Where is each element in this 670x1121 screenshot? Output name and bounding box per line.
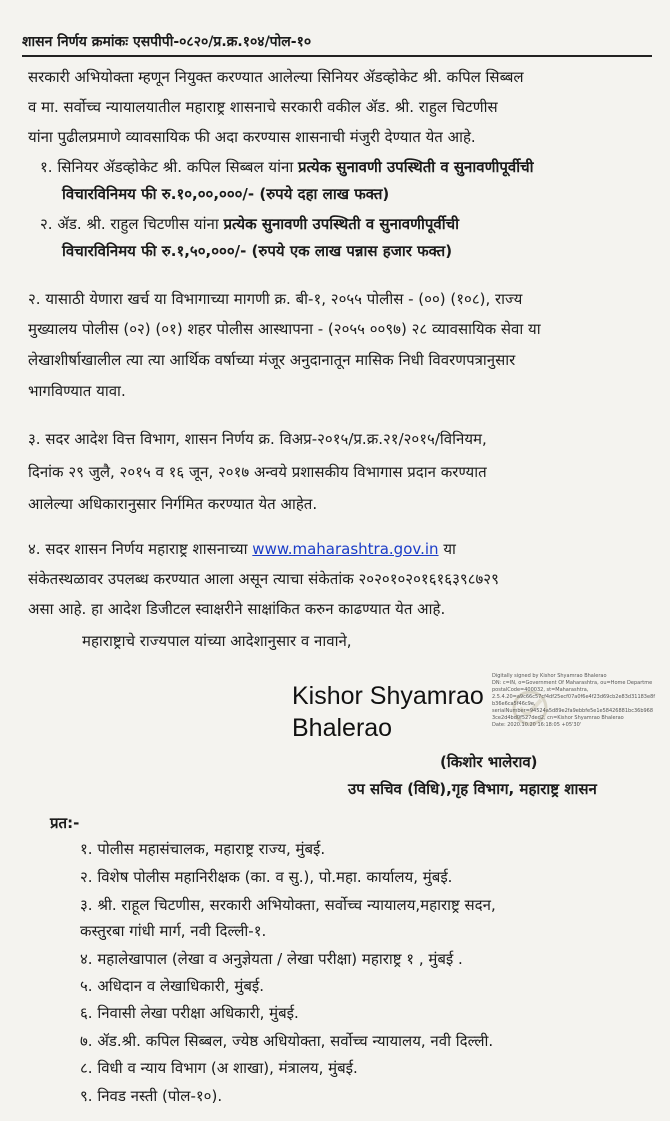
digital-line: b36e6ca5f46c9e, (492, 701, 536, 707)
para4-line-2: संकेतस्थळावर उपलब्ध करण्यात आला असून त्याचा संकेतांक २०२०१०२०१६१६३९८७२९ (28, 570, 499, 588)
para3-line-3: आलेल्या अधिकारानुसार निर्गमित करण्यात येत आहेत. (28, 495, 318, 513)
digital-line: Date: 2020.10.20 16:18:05 +05'30' (492, 722, 582, 728)
fee-item-1-plain: १. सिनियर ॲडव्होकेट श्री. कपिल सिब्बल यांना (40, 158, 298, 176)
para2-line-4: भागविण्यात यावा. (28, 382, 126, 400)
signatory-designation: उप सचिव (विधि),गृह विभाग, महाराष्ट्र शासन (348, 780, 597, 798)
fee-item-2-line-2: विचारविनिमय फी रु.१,५०,०००/- (रुपये एक लाख पन्नास हजार फक्त) (62, 242, 453, 260)
fee-item-2-bold: प्रत्येक सुनावणी उपस्थिती व सुनावणीपूर्वीची (223, 215, 460, 233)
copy-list-item: ९. निवड नस्ती (पोल-१०). (80, 1087, 223, 1105)
order-number-header: शासन निर्णय क्रमांकः एसपीपी-०८२०/प्र.क्र.१०४/पोल-१० (22, 34, 312, 50)
digital-line: postalCode=400032, st=Maharashtra, (492, 687, 589, 693)
digital-line: DN: c=IN, o=Government Of Maharashtra, ou=Home Departme (492, 680, 653, 686)
para2-line-3: लेखाशीर्षाखालील त्या त्या आर्थिक वर्षाच्या मंजूर अनुदानातून मासिक निधी विवरणपत्रानुसार (28, 351, 516, 369)
para2-line-1: २. यासाठी येणारा खर्च या विभागाच्या मागणी क्र. बी-१, २०५५ पोलीस - (००) (१०८), राज्य (28, 290, 523, 308)
intro-line-1: सरकारी अभियोक्ता म्हणून नियुक्त करण्यात आलेल्या सिनियर ॲडव्होकेट श्री. कपिल सिब्बल (28, 68, 524, 86)
para4-line-3: असा आहे. हा आदेश डिजीटल स्वाक्षरीने साक्षांकित करुन काढण्यात येत आहे. (28, 600, 446, 618)
copy-list-item: ७. ॲड.श्री. कपिल सिब्बल, ज्येष्ठ अधियोक्ता, सर्वोच्च न्यायालय, नवी दिल्ली. (80, 1032, 494, 1050)
intro-line-3: यांना पुढीलप्रमाणे व्यावसायिक फी अदा करण्यास शासनाची मंजुरी देण्यात येत आहे. (28, 128, 476, 146)
copy-list-item: ३. श्री. राहूल चिटणीस, सरकारी अभियोक्ता, सर्वोच्च न्यायालय,महाराष्ट्र सदन, (80, 896, 496, 914)
fee-item-1-line-2: विचारविनिमय फी रु.१०,००,०००/- (रुपये दहा लाख फक्त) (62, 185, 390, 203)
digital-line: 3ce2d4bd0f527ded2, cn=Kishor Shyamrao Bhalerao (492, 715, 624, 721)
intro-line-2: व मा. सर्वोच्च न्यायालयातील महाराष्ट्र शासनाचे सरकारी वकील ॲड. श्री. राहुल चिटणीस (28, 98, 498, 116)
para4-line-1 (28, 538, 456, 560)
fee-item-1-line-1 (40, 156, 534, 178)
copy-list-item: ५. अधिदान व लेखाधिकारी, मुंबई. (80, 977, 265, 995)
signature-name (292, 680, 484, 744)
signature-name-line-1: Kishor Shyamrao (292, 682, 484, 710)
copy-list-item: ४. महालेखापाल (लेखा व अनुज्ञेयता / लेखा परीक्षा) महाराष्ट्र १ , मुंबई . (80, 950, 463, 968)
website-link[interactable]: www.maharashtra.gov.in (252, 540, 439, 558)
header-divider (22, 55, 652, 57)
signatory-marathi-name: (किशोर भालेराव) (440, 753, 538, 771)
fee-item-1-bold: प्रत्येक सुनावणी उपस्थिती व सुनावणीपूर्वीची (297, 158, 534, 176)
digital-line: 2.5.4.20=a9c66c57cf4df25ecf07a0f6e4f23d69cb2e83d31183e8f (492, 694, 656, 700)
para4-line-1-post: या (438, 540, 456, 558)
para2-line-2: मुख्यालय पोलीस (०२) (०१) शहर पोलीस आस्थापना - (२०५५ ००९७) २८ व्यावसायिक सेवा या (28, 320, 541, 338)
fee-item-2-line-1 (40, 213, 459, 235)
copy-list-item: २. विशेष पोलीस महानिरीक्षक (का. व सु.), पो.महा. कार्यालय, मुंबई. (80, 868, 453, 886)
copy-list-item: १. पोलीस महासंचालक, महाराष्ट्र राज्य, मुंबई. (80, 840, 326, 858)
digital-line: serialNumber=94524a5d89e2fa9ebbfe5e1e58426881bc36b968 (492, 708, 654, 714)
copy-to-heading: प्रत:- (50, 814, 80, 832)
digital-signature-details (492, 673, 668, 743)
signature-name-line-2: Bhalerao (292, 714, 393, 742)
governor-order-line: महाराष्ट्राचे राज्यपाल यांच्या आदेशानुसार व नावाने, (82, 632, 352, 650)
copy-list-item: कस्तुरबा गांधी मार्ग, नवी दिल्ली-१. (80, 922, 267, 940)
copy-list-item: ८. विधी व न्याय विभाग (अ शाखा), मंत्रालय, मुंबई. (80, 1059, 358, 1077)
copy-list-item: ६. निवासी लेखा परीक्षा अधिकारी, मुंबई. (80, 1004, 299, 1022)
para4-line-1-pre: ४. सदर शासन निर्णय महाराष्ट्र शासनाच्या (28, 540, 253, 558)
para3-line-2: दिनांक २९ जुलै, २०१५ व १६ जून, २०१७ अन्वये प्रशासकीय विभागास प्रदान करण्यात (28, 463, 487, 481)
fee-item-2-plain: २. ॲड. श्री. राहुल चिटणीस यांना (40, 215, 224, 233)
digital-line: Digitally signed by Kishor Shyamrao Bhalerao (492, 673, 607, 679)
para3-line-1: ३. सदर आदेश वित्त विभाग, शासन निर्णय क्र. विअप्र-२०१५/प्र.क्र.२१/२०१५/विनियम, (28, 430, 487, 448)
